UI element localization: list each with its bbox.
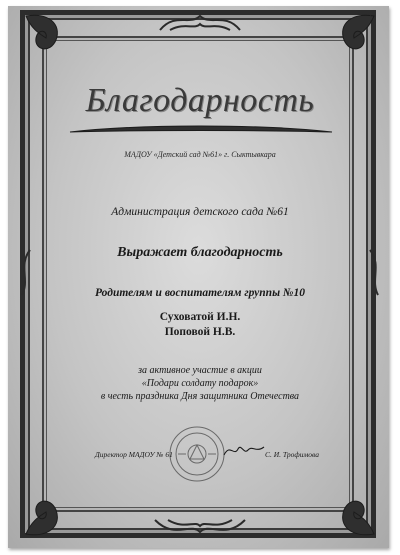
director-name: С. И. Трофимова [265, 450, 319, 459]
expresses-gratitude: Выражает благодарность [117, 245, 283, 260]
recipient-person-2: Поповой Н.В. [164, 326, 236, 338]
top-scroll-ornament [160, 16, 240, 30]
heading-flourish [70, 126, 332, 132]
recipients-line: Родителям и воспитателям группы №10 [95, 287, 305, 299]
reason-line-3: в честь праздника Дня защитника Отечества [100, 391, 300, 402]
handwritten-signature-icon [222, 441, 266, 459]
right-scroll-ornament [370, 250, 378, 295]
corner-ornament-tr [343, 15, 374, 49]
recipient-person-1: Суховатой И.Н. [159, 311, 241, 323]
reason-line-1: за активное участие в акции [138, 365, 262, 376]
corner-ornament-bl [26, 501, 57, 535]
bottom-scroll-ornament [155, 520, 245, 532]
organization-name: МАДОУ «Детский сад №61» г. Сыктывкара [124, 150, 276, 159]
left-scroll-ornament [22, 250, 30, 295]
corner-ornament-br [343, 501, 374, 535]
issuer-line: Администрация детского сада №61 [111, 206, 289, 218]
reason-line-2: «Подари солдату подарок» [141, 378, 259, 389]
corner-ornament-tl [26, 15, 57, 49]
certificate-heading: Благодарность [85, 82, 315, 119]
reason-text [50, 364, 350, 403]
director-title: Директор МАДОУ № 61 [95, 450, 173, 459]
